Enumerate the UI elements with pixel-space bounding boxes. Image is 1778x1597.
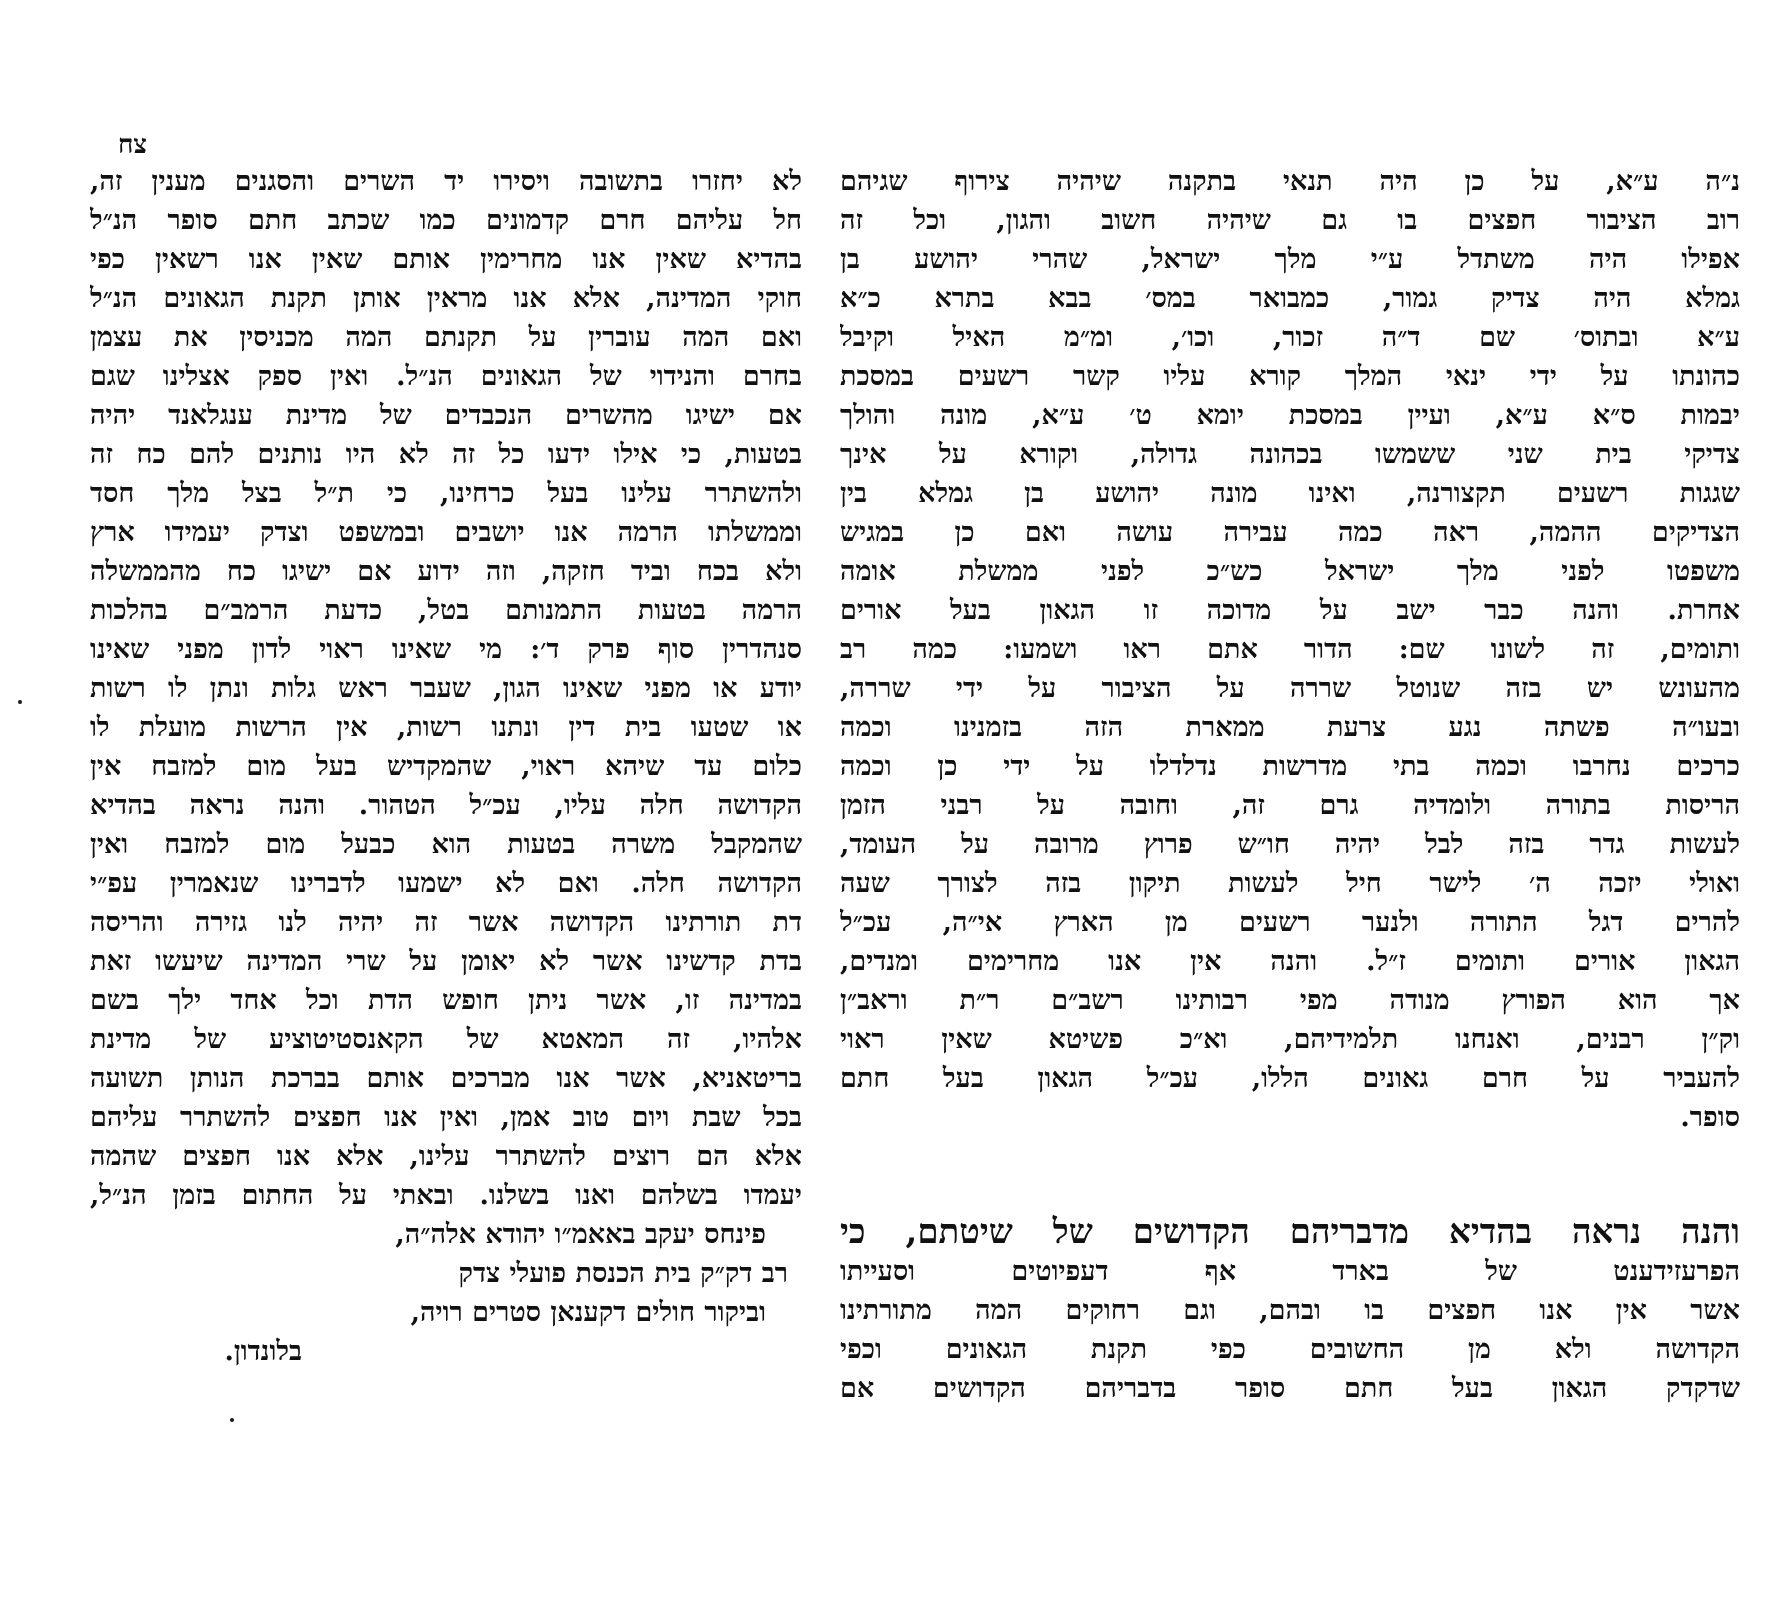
text-line: בהדיא שאין אנו מחרימין אותם שאין אנו רשאין כפי: [90, 244, 802, 275]
signature-block: [90, 1215, 802, 1371]
text-line: אלהיו, זה המאטא של הקאנסטיטוציע של מדינת: [90, 1024, 802, 1055]
text-line: חל עליהם חרם קדמונים כמו שכתב חתם סופר הנ״ל: [90, 205, 802, 236]
scan-speck: [18, 700, 22, 704]
text-line: אם ישיגו מהשרים הנכבדים של מדינת ענגלאנד יהיה: [90, 400, 802, 431]
left-column: [90, 162, 802, 1371]
text-line: הפרעזידענט של בארד אף דעפיוטים וסעייתו: [840, 1256, 1740, 1287]
text-line: אפילו היה משתדל ע״י מלך ישראל, שהרי יהושע בן: [840, 244, 1740, 275]
scan-speck: [230, 1418, 234, 1422]
text-line: במדינה זו, אשר ניתן חופש הדת וכל אחד ילך בשם: [90, 985, 802, 1016]
text-line: יבמות ס״א ע״א, ועיין במסכת יומא ט׳ ע״א, מונה והולך: [840, 400, 1740, 431]
text-line: מהעונש יש בזה שנוטל שררה על הציבור על ידי שררה,: [840, 673, 1740, 704]
signature-line: בלונדון.: [224, 1336, 302, 1367]
text-line: בטעות, כי אילו ידעו כל זה לא היו נותנים להם כח זה: [90, 439, 802, 470]
text-line: ובעו״ה פשתה נגע צרעת ממארת הזה בזמנינו וכמה: [840, 712, 1740, 743]
signature-line: וביקור חולים דקענאן סטרים רויה,: [410, 1297, 766, 1328]
text-line: סנהדרין סוף פרק ד׳: מי שאינו ראוי לדון מפני שאינו: [90, 634, 802, 665]
text-line: וממשלתו הרמה אנו יושבים ובמשפט וצדק יעמידו ארץ: [90, 517, 802, 548]
text-line: והנה נראה בהדיא מדבריהם הקדושים של שיטתם, כי: [840, 1213, 1740, 1252]
text-line: וק״ן רבנים, ואנחנו תלמידיהם, וא״כ פשיטא שאין ראוי: [840, 1024, 1740, 1055]
text-line: ולהשתרר עלינו בעל כרחינו, כי ת״ל בצל מלך חסד: [90, 478, 802, 509]
text-line: ותומים, זה לשונו שם: הדור אתם ראו ושמעו: כמה רב: [840, 634, 1740, 665]
text-line: אך הוא הפורץ מנודה מפי רבותינו רשב״ם ר״ת וראב״ן: [840, 985, 1740, 1016]
text-line: ואולי יזכה ה׳ לישר חיל לעשות תיקון בזה לצורך שעה: [840, 868, 1740, 899]
text-line: שדקדק הגאון בעל חתם סופר בדבריהם הקדושים אם: [840, 1373, 1740, 1404]
text-line: ואם המה עוברין על תקנתם המה מכניסין את עצמן: [90, 322, 802, 353]
text-line: אלא הם רוצים להשתרר עלינו, אלא אנו חפצים שהמה: [90, 1141, 802, 1172]
text-line: צדיקי בית שני ששמשו בכהונה גדולה, וקורא על אינך: [840, 439, 1740, 470]
text-line: כרכים נחרבו וכמה בתי מדרשות נדלדלו על ידי כן וכמה: [840, 751, 1740, 782]
text-line: אשר אין אנו חפצים בו ובהם, וגם רחוקים המה מתורתינו: [840, 1295, 1740, 1326]
text-line: לא יחזרו בתשובה ויסירו יד השרים והסגנים מענין זה,: [90, 166, 802, 197]
text-line: הצדיקים ההמה, ראה כמה עבירה עושה ואם כן במגיש: [840, 517, 1740, 548]
text-line: יעמדו בשלהם ואנו בשלנו. ובאתי על החתום בזמן הנ״ל,: [90, 1180, 802, 1211]
text-line: ולא בכח וביד חזקה, וזה ידוע אם ישיגו כח מהממשלה: [90, 556, 802, 587]
text-line: בכל שבת ויום טוב אמן, ואין אנו חפצים להשתרר עליהם: [90, 1102, 802, 1133]
text-line: רוב הציבור חפצים בו גם שיהיה חשוב והגון, וכל זה: [840, 205, 1740, 236]
signature-line: רב דק״ק בית הכנסת פועלי צדק: [458, 1258, 788, 1289]
text-line: לעשות גדר בזה לבל יהיה חו״ש פרוץ מרובה על העומד,: [840, 829, 1740, 860]
text-line: הקדושה חלה. ואם לא ישמעו לדברינו שנאמרין עפ״י: [90, 868, 802, 899]
text-line: אחרת. והנה כבר ישב על מדוכה זו הגאון בעל אורים: [840, 595, 1740, 626]
text-line: בריטאניא, אשר אנו מברכים אותם בברכת הנותן תשועה: [90, 1063, 802, 1094]
text-line: שגגות רשעים תקצורנה, ואינו מונה יהושע בן גמלא בין: [840, 478, 1740, 509]
text-line: שהמקבל משרה בטעות הוא כבעל מום למזבח ואין: [90, 829, 802, 860]
continuation-paragraph: [840, 1213, 1740, 1408]
text-line: משפטו לפני מלך ישראל כש״כ לפני ממשלת אומה: [840, 556, 1740, 587]
text-line: להרים דגל התורה ולנער רשעים מן הארץ אי״ה, עכ״ל: [840, 907, 1740, 938]
text-line: יודע או מפני שאינו הגון, שעבר ראש גלות ונתן לו רשות: [90, 673, 802, 704]
text-line: הגאון אורים ותומים ז״ל. והנה אין אנו מחרימים ומנדים,: [840, 946, 1740, 977]
text-line: סופר.: [1680, 1102, 1740, 1133]
text-line: גמלא היה צדיק גמור, כמבואר במס׳ בבא בתרא כ״א: [840, 283, 1740, 314]
page-number: צח: [118, 130, 148, 160]
text-line: כהונתו על ידי ינאי המלך קורא עליו קשר רשעים במסכת: [840, 361, 1740, 392]
text-line: בדת קדשינו אשר לא יאומן על שרי המדינה שיעשו זאת: [90, 946, 802, 977]
text-line: הקדושה חלה עליו, עכ״ל הטהור. והנה נראה בהדיא: [90, 790, 802, 821]
text-line: הקדושה ולא מן החשובים כפי תקנת הגאונים וכפי: [840, 1334, 1740, 1365]
text-line: נ״ה ע״א, על כן היה תנאי בתקנה שיהיה צירוף שגיהם: [840, 166, 1740, 197]
text-line: דת תורתינו הקדושה אשר זה יהיה לנו גזירה והריסה: [90, 907, 802, 938]
signature-line: פינחס יעקב באאמ״ו יהודא אלה״ה,: [395, 1219, 766, 1250]
right-column: [840, 162, 1740, 1408]
text-line: ע״א ובתוס׳ שם ד״ה זכור, וכו׳, ומ״מ האיל וקיבל: [840, 322, 1740, 353]
text-line: חוקי המדינה, אלא אנו מראין אותן תקנת הגאונים הנ״ל: [90, 283, 802, 314]
text-line: הריסות בתורה ולומדיה גרם זה, וחובה על רבני הזמן: [840, 790, 1740, 821]
text-line: הרמה בטעות התמנותם בטל, כדעת הרמב״ם בהלכות: [90, 595, 802, 626]
text-line: כלום עד שיהא ראוי, שהמקדיש בעל מום למזבח אין: [90, 751, 802, 782]
text-line: או שטעו בית דין ונתנו רשות, אין הרשות מועלת לו: [90, 712, 802, 743]
text-line: בחרם והנידוי של הגאונים הנ״ל. ואין ספק אצלינו שגם: [90, 361, 802, 392]
text-line: להעביר על חרם גאונים הללו, עכ״ל הגאון בעל חתם: [840, 1063, 1740, 1094]
